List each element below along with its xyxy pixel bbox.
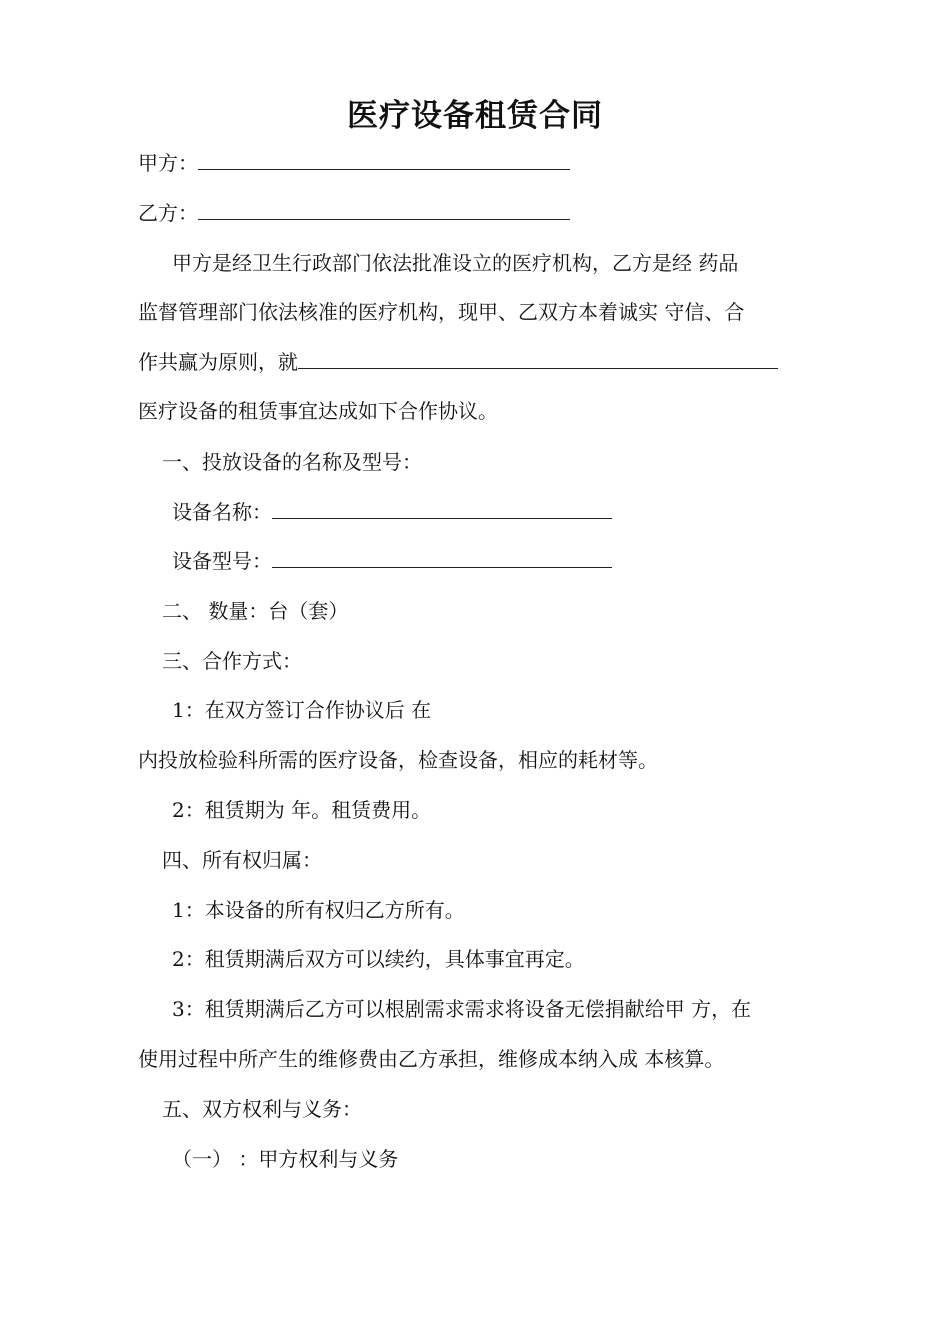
intro-blank [298, 350, 778, 369]
section-3-item-2: 2：租赁期为 年。租赁费用。 [172, 798, 432, 822]
party-a-label: 甲方： [138, 151, 198, 175]
party-a-row [138, 150, 570, 176]
section-3-item-1a: 1：在双方签订合作协议后 在 [172, 698, 432, 722]
intro-line-3: 作共赢为原则，就 [138, 350, 298, 374]
section-3-item-1b: 内投放检验科所需的医疗设备，检查设备，相应的耗材等。 [138, 748, 658, 772]
device-name-label: 设备名称： [172, 500, 272, 524]
section-4-item-3a: 3：租赁期满后乙方可以根剧需求需求将设备无偿捐献给甲 方，在 [172, 997, 752, 1021]
intro-line-3-row [138, 349, 778, 375]
party-b-blank [198, 201, 570, 220]
intro-line-2: 监督管理部门依法核准的医疗机构，现甲、乙双方本着诚实 守信、合 [138, 300, 745, 324]
section-4-heading: 四、所有权归属： [162, 848, 322, 872]
intro-line-4: 医疗设备的租赁事宜达成如下合作协议。 [138, 399, 498, 423]
document-title: 医疗设备租赁合同 [347, 98, 603, 134]
section-4-item-2: 2：租赁期满后双方可以续约，具体事宜再定。 [172, 947, 585, 971]
device-name-row [172, 499, 612, 525]
party-b-row [138, 200, 570, 226]
section-4-item-1: 1：本设备的所有权归乙方所有。 [172, 898, 465, 922]
section-5-sub-1: （一） ：甲方权利与义务 [172, 1147, 399, 1171]
party-a-blank [198, 151, 570, 170]
section-5-heading: 五、双方权利与义务： [162, 1097, 362, 1121]
section-2-heading: 二、 数量：台（套） [162, 599, 349, 623]
device-name-blank [272, 500, 612, 519]
device-model-label: 设备型号： [172, 549, 272, 573]
section-3-heading: 三、合作方式： [162, 649, 302, 673]
device-model-blank [272, 549, 612, 568]
section-4-item-3b: 使用过程中所产生的维修费由乙方承担，维修成本纳入成 本核算。 [138, 1047, 725, 1071]
party-b-label: 乙方： [138, 201, 198, 225]
intro-line-1: 甲方是经卫生行政部门依法批准设立的医疗机构，乙方是经 药品 [172, 251, 739, 275]
device-model-row [172, 548, 612, 574]
section-1-heading: 一、投放设备的名称及型号： [162, 450, 422, 474]
